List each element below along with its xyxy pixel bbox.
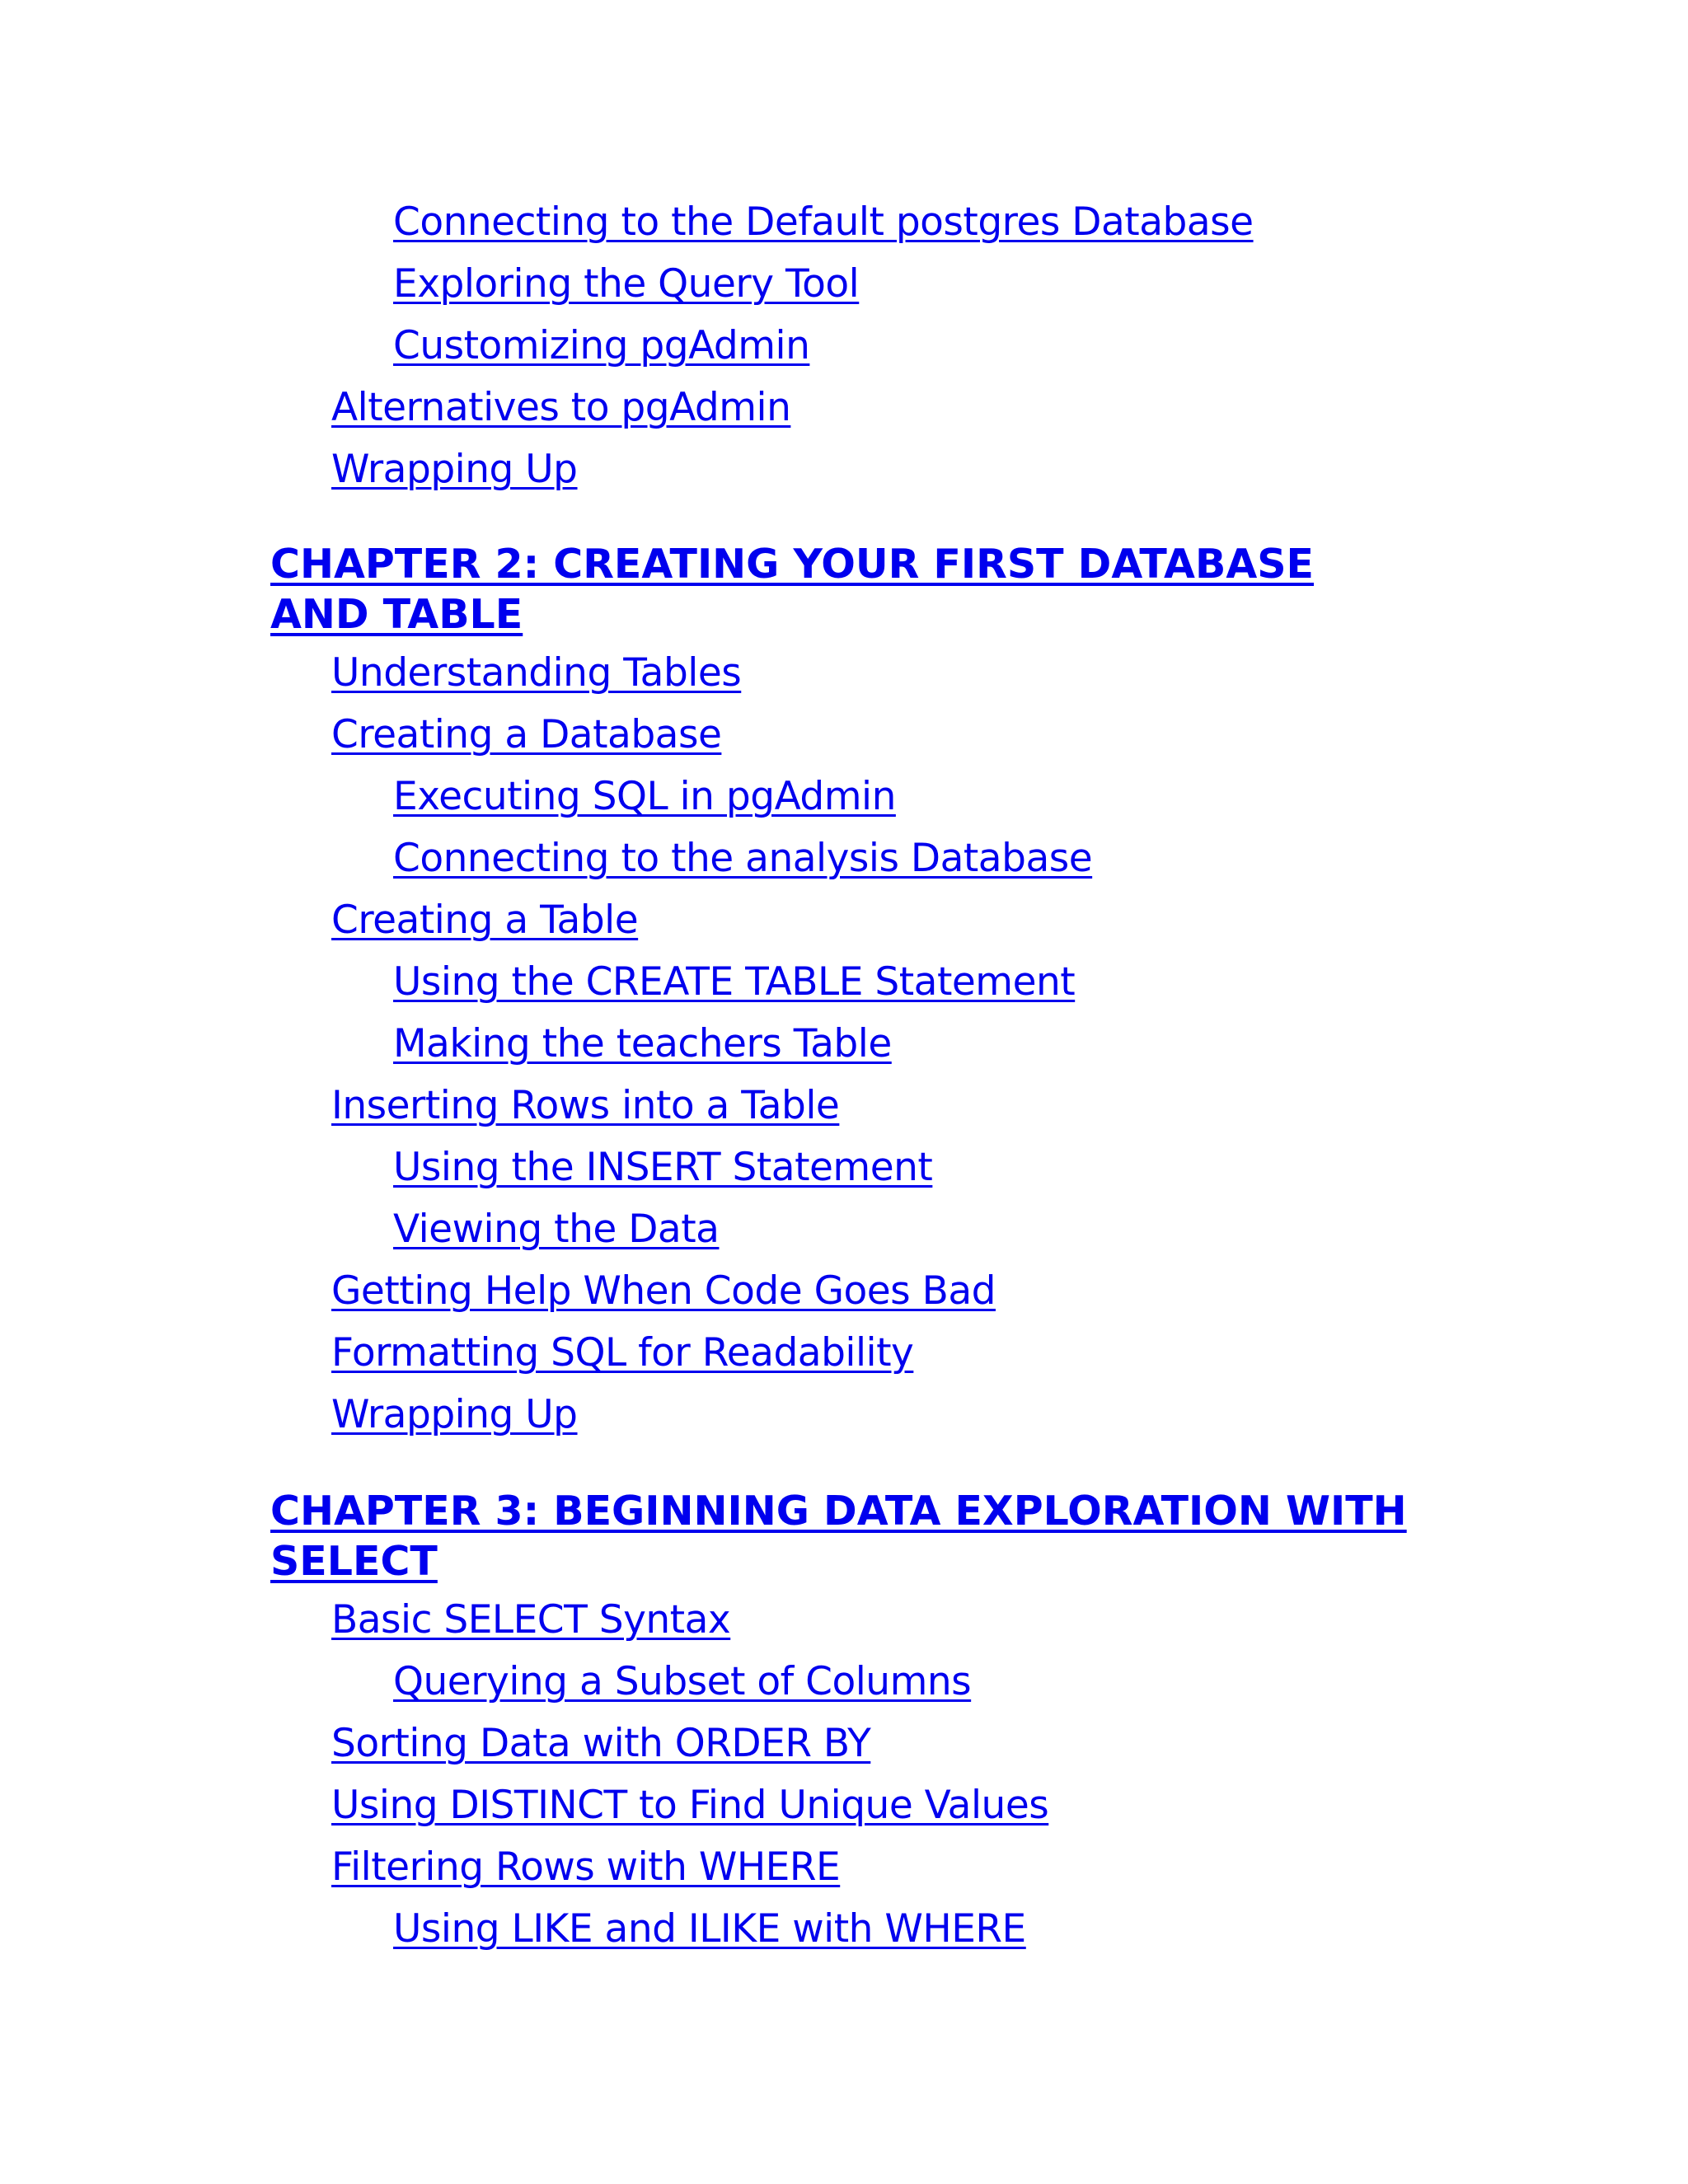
toc-link-basic-select-syntax[interactable]: Basic SELECT Syntax <box>331 1597 731 1643</box>
toc-link-wrapping-up-ch1[interactable]: Wrapping Up <box>331 447 578 492</box>
toc-link-like-ilike-where[interactable]: Using LIKE and ILIKE with WHERE <box>393 1906 1026 1952</box>
toc-link-connecting-default-postgres[interactable]: Connecting to the Default postgres Database <box>393 199 1254 245</box>
toc-link-creating-table[interactable]: Creating a Table <box>331 898 639 943</box>
toc-link-insert-statement[interactable]: Using the INSERT Statement <box>393 1145 933 1190</box>
toc-link-executing-sql-pgadmin[interactable]: Executing SQL in pgAdmin <box>393 774 896 819</box>
toc-link-exploring-query-tool[interactable]: Exploring the Query Tool <box>393 261 860 307</box>
toc-link-creating-database[interactable]: Creating a Database <box>331 712 722 757</box>
toc-link-getting-help[interactable]: Getting Help When Code Goes Bad <box>331 1268 996 1314</box>
toc-link-chapter-3[interactable]: CHAPTER 3: BEGINNING DATA EXPLORATION WITH SELECT <box>270 1488 1407 1585</box>
toc-link-connecting-analysis-database[interactable]: Connecting to the analysis Database <box>393 836 1093 881</box>
toc-link-understanding-tables[interactable]: Understanding Tables <box>331 650 742 696</box>
toc-link-viewing-data[interactable]: Viewing the Data <box>393 1207 720 1252</box>
toc-link-querying-subset-columns[interactable]: Querying a Subset of Columns <box>393 1659 972 1704</box>
toc-link-alternatives-to-pgadmin[interactable]: Alternatives to pgAdmin <box>331 385 791 430</box>
toc-link-filtering-where[interactable]: Filtering Rows with WHERE <box>331 1844 841 1890</box>
toc-link-wrapping-up-ch2[interactable]: Wrapping Up <box>331 1392 578 1437</box>
toc-link-formatting-sql[interactable]: Formatting SQL for Readability <box>331 1330 914 1376</box>
toc-link-inserting-rows[interactable]: Inserting Rows into a Table <box>331 1083 840 1128</box>
toc-link-customizing-pgadmin[interactable]: Customizing pgAdmin <box>393 323 810 368</box>
toc-link-chapter-2[interactable]: CHAPTER 2: CREATING YOUR FIRST DATABASE AND TABLE <box>270 541 1315 638</box>
toc-link-making-teachers-table[interactable]: Making the teachers Table <box>393 1021 892 1066</box>
toc-link-sorting-order-by[interactable]: Sorting Data with ORDER BY <box>331 1721 871 1766</box>
toc-link-create-table-statement[interactable]: Using the CREATE TABLE Statement <box>393 959 1076 1005</box>
toc-link-using-distinct[interactable]: Using DISTINCT to Find Unique Values <box>331 1783 1049 1828</box>
